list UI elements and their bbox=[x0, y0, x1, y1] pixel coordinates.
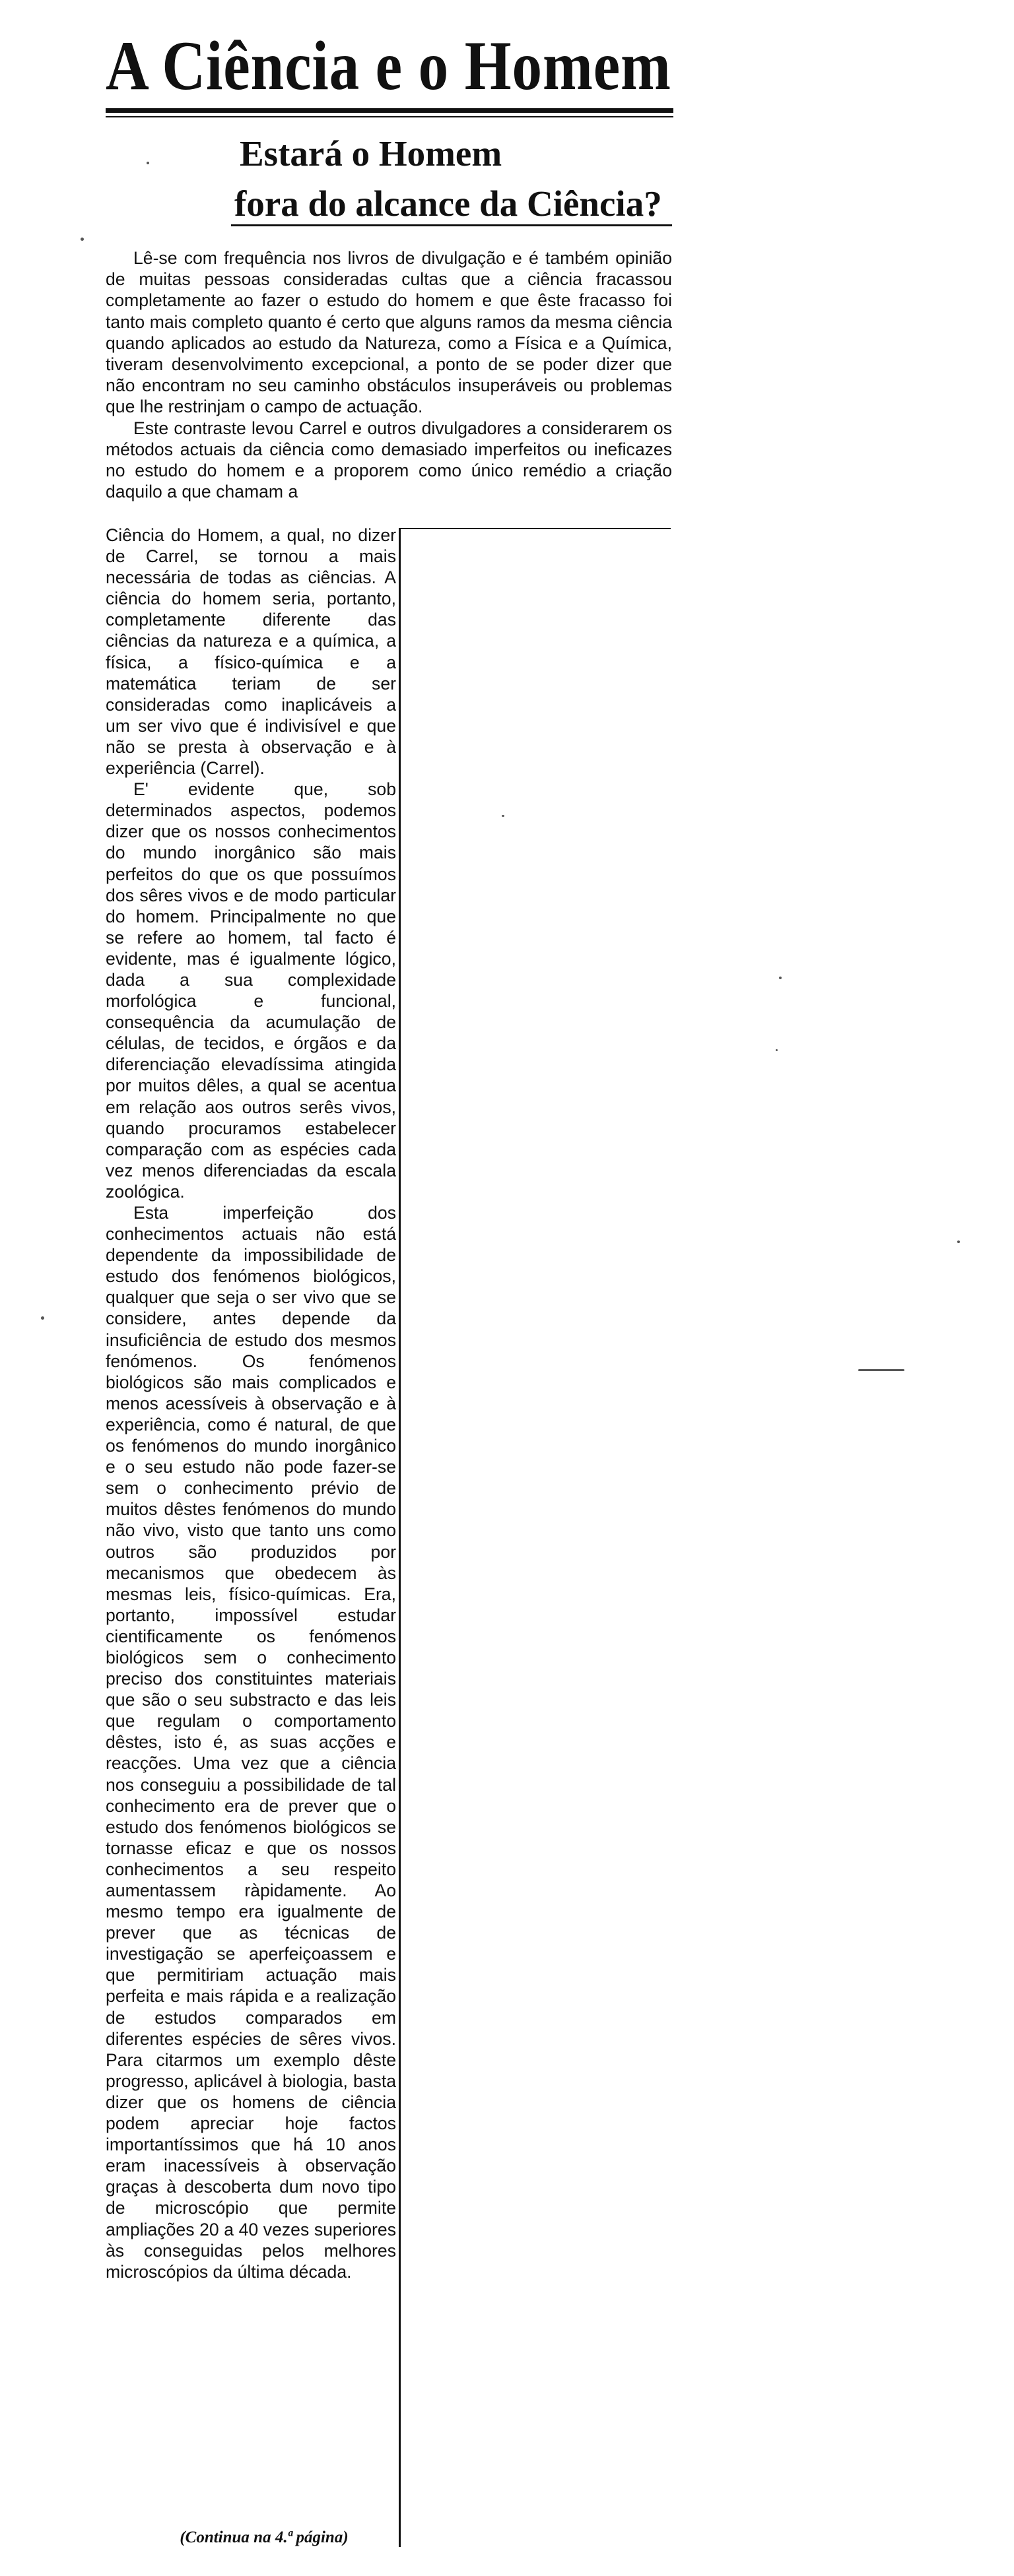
subtitle-rule bbox=[231, 224, 672, 226]
article-column bbox=[106, 525, 396, 2282]
column-top-rule bbox=[399, 528, 671, 529]
scan-speck bbox=[776, 1049, 778, 1051]
subtitle-line-1: Estará o Homem bbox=[240, 133, 502, 174]
scan-speck bbox=[957, 1240, 960, 1243]
title-rule-thin bbox=[106, 116, 673, 117]
scan-speck bbox=[858, 1369, 904, 1371]
column-paragraph-2: E' evidente que, sob determinados aspectos, podemos dizer que os nossos conhecimentos do mundo inorgânico são mais perfeitos do que os que possuímos dos sêres vivos e de modo particular do homem. Principalmente no que se refere ao homem, tal facto é evidente, mas é igualmente lógico, dada a sua complexidade morfológica e funcional, consequência da acumulação de células, de tecidos, e órgãos e da diferenciação elevadíssima atingida por muitos dêles, a qual se acentua em relação aos outros serês vivos, quando procuramos estabelecer comparação com as espécies cada vez menos diferenciadas da escala zoológica. bbox=[106, 779, 396, 1202]
column-paragraph-1: Ciência do Homem, a qual, no dizer de Carrel, se tornou a mais necessária de todas as ciências. A ciência do homem seria, portanto, completamente diferente das ciências da natureza e a química, a física, a físico-química e a matemática teriam de ser consideradas como inaplicáveis a um ser vivo que é indivisível e que não se presta à observação e à experiência (Carrel). bbox=[106, 525, 396, 779]
scan-speck bbox=[147, 162, 149, 164]
scan-speck bbox=[502, 815, 504, 817]
subtitle-line-2: fora do alcance da Ciência? bbox=[234, 183, 662, 224]
scan-speck bbox=[41, 1316, 44, 1320]
scan-speck bbox=[779, 977, 782, 979]
title-rule-thick bbox=[106, 108, 673, 113]
intro-paragraph-2: Este contraste levou Carrel e outros divulgadores a considerarem os métodos actuais da ciência como demasiado imperfeitos ou ineficazes no estudo do homem e a proporem como único remédio a criação daquilo a que chamam a bbox=[106, 418, 672, 502]
masthead-title: A Ciência e o Homem bbox=[106, 27, 671, 104]
continuation-note: (Continua na 4.ª página) bbox=[180, 2528, 349, 2546]
column-divider bbox=[399, 528, 401, 2547]
scan-speck bbox=[81, 238, 84, 241]
article-subtitle bbox=[234, 129, 670, 229]
intro-paragraph-1: Lê-se com frequência nos livros de divulgação e é também opinião de muitas pessoas consideradas cultas que a ciência fracassou completamente ao fazer o estudo do homem e que êste fracasso foi tanto mais completo quanto é certo que alguns ramos da mesma ciência quando aplicados ao estudo da Natureza, como a Física e a Química, tiveram desenvolvimento excepcional, a ponto de se poder dizer que não encontram no seu caminho obstáculos insuperáveis ou problemas que lhe restrinjam o campo de actuação. bbox=[106, 248, 672, 417]
column-paragraph-3: Esta imperfeição dos conhecimentos actuais não está dependente da impossibilidade de estudo dos fenómenos biológicos, qualquer que seja o ser vivo que se considere, antes depende da insuficiência de estudo dos mesmos fenómenos. Os fenómenos biológicos são mais complicados e menos acessíveis à observação e à experiência, como é natural, de que os fenómenos do mundo inorgânico e o seu estudo não pode fazer-se sem o conhecimento prévio de muitos dêstes fenómenos do mundo não vivo, visto que tanto uns como outros são produzidos por mecanismos que obedecem às mesmas leis, físico-químicas. Era, portanto, impossível estudar cientificamente os fenómenos biológicos sem o conhecimento preciso dos constituintes materiais que são o seu substracto e das leis que regulam o comportamento dêstes, isto é, as suas acções e reacções. Uma vez que a ciência nos conseguiu a possibilidade de tal conhecimento era de prever que o estudo dos fenómenos biológicos se tornasse eficaz e que os nossos conhecimentos a seu respeito aumentassem ràpidamente. Ao mesmo tempo era igualmente de prever que as técnicas de investigação se aperfeiçoassem e que permitiriam actuação mais perfeita e mais rápida e a realização de estudos comparados em diferentes espécies de sêres vivos. Para citarmos um exemplo dêste progresso, aplicável à biologia, basta dizer que os homens de ciência podem apreciar hoje factos importantíssimos que há 10 anos eram inacessíveis à observação graças à descoberta dum novo tipo de microscópio que permite ampliações 20 a 40 vezes superiores às conseguidas pelos melhores microscópios da última década. bbox=[106, 1203, 396, 2282]
intro-text bbox=[106, 247, 672, 502]
